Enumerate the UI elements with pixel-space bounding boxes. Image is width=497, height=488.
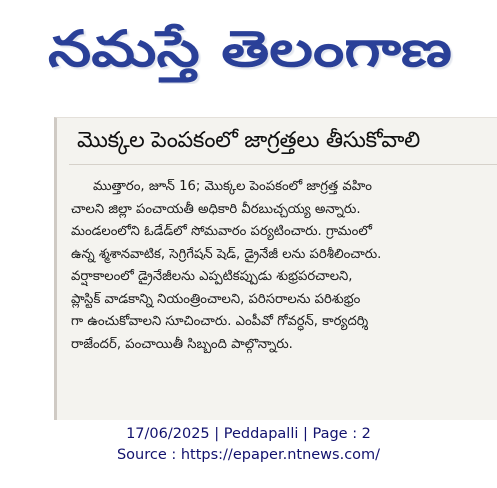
edition-info: 17/06/2025 | Peddapalli | Page : 2 — [126, 426, 371, 442]
source-url: Source : https://epaper.ntnews.com/ — [116, 447, 381, 463]
article-line: ఉన్న శ్మశానవాటిక, సెగ్రిగేషన్ షెడ్, డ్రైనేజీ లను పరిశీలించారు. — [71, 246, 382, 262]
article-line: చాలని జిల్లా పంచాయతీ అధికారి వీరబుచ్చయ్య అన్నారు. — [71, 201, 361, 217]
article-line: మండలంలోని ఓడేడ్‌లో సోమవారం పర్యటించారు. గ్రామంలో — [71, 224, 372, 239]
source-footer — [0, 424, 497, 466]
masthead-logo — [44, 6, 456, 84]
newspaper-masthead — [44, 6, 456, 84]
article-body — [71, 176, 493, 356]
masthead-title: నమస్తే తెలంగాణ — [48, 20, 376, 78]
article-line: గా ఉంచుకోవాలని సూచించారు. ఎంపీవో గోవర్ధన్, కార్యదర్శి — [71, 314, 369, 329]
news-article — [54, 117, 497, 420]
article-line: ప్లాస్టిక్ వాడకాన్ని నియంత్రించాలని, పరిసరాలను పరిశుభ్రం — [71, 291, 361, 307]
article-line: ముత్తారం, జూన్ 16; మొక్కల పెంపకంలో జాగ్రత్త వహిం — [93, 179, 372, 194]
article-headline: మొక్కల పెంపకంలో జాగ్రత్తలు తీసుకోవాలి — [77, 128, 420, 153]
headline-divider — [69, 164, 497, 165]
article-line: రాజేందర్, పంచాయితీ సిబ్బంది పాల్గొన్నారు. — [71, 336, 293, 352]
article-line: వర్షాకాలంలో డ్రైనేజీలను ఎప్పటికప్పుడు శుభ్రపరచాలని, — [71, 269, 353, 284]
